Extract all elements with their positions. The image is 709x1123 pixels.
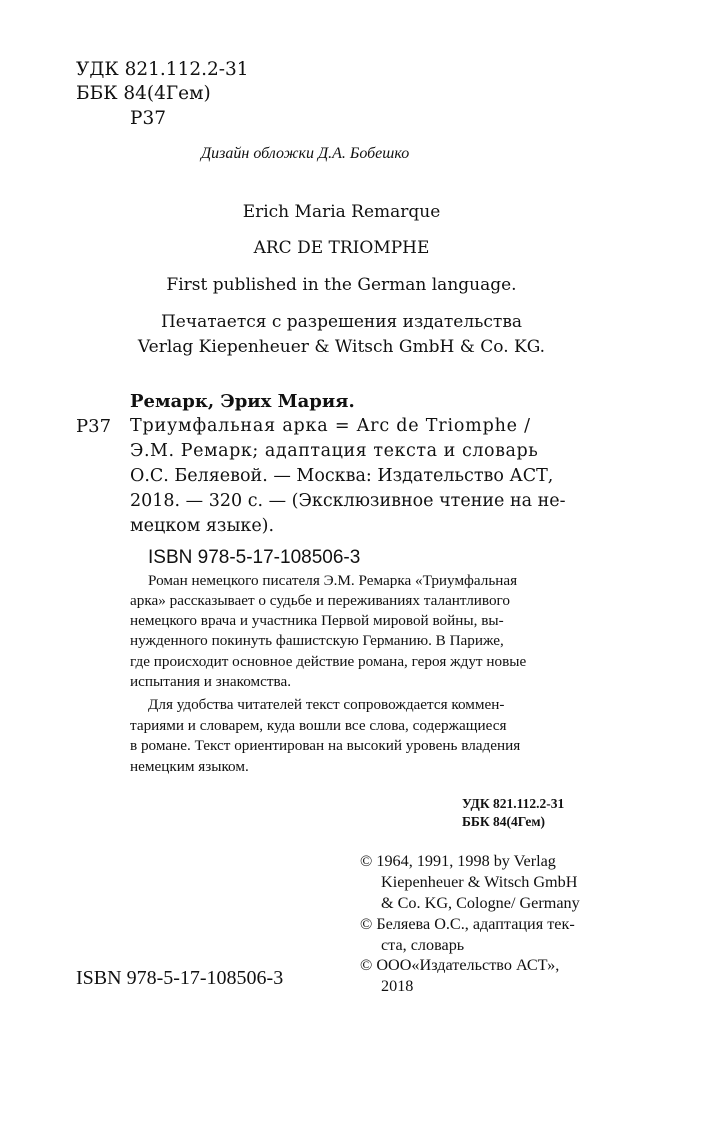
annotation-line: в романе. Текст ориентирован на высокий уровень владения	[130, 737, 521, 754]
annotation-line: Для удобства читателей текст сопровождается коммен-	[148, 696, 505, 713]
annotation-line: испытания и знакомства.	[130, 673, 292, 690]
isbn: ISBN 978-5-17-108506-3	[148, 547, 361, 568]
bbk-code-bottom: ББК 84(4Гем)	[462, 814, 546, 829]
original-author: Erich Maria Remarque	[242, 202, 441, 222]
bib-mark: Р37	[76, 416, 112, 437]
udk-code-bottom: УДК 821.112.2-31	[462, 796, 565, 811]
bib-line: 2018. — 320 с. — (Эксклюзивное чтение на не-	[130, 491, 566, 511]
copyright-line: ста, словарь	[381, 936, 465, 954]
udk-code: УДК 821.112.2-31	[76, 59, 249, 80]
copyright-line: © 1964, 1991, 1998 by Verlag	[360, 852, 556, 870]
annotation-line: арка» рассказывает о судьбе и переживаниях талантливого	[130, 592, 511, 609]
annotation-line: Роман немецкого писателя Э.М. Ремарка «Триумфальная	[148, 572, 518, 589]
annotation-line: где происходит основное действие романа, героя ждут новые	[130, 653, 527, 670]
annotation-line: немецкого врача и участника Первой мировой войны, вы-	[130, 612, 504, 629]
isbn-bottom: ISBN 978-5-17-108506-3	[76, 967, 284, 989]
copyright-line: & Co. KG, Cologne/ Germany	[381, 894, 580, 912]
copyright-line: Kiepenheuer & Witsch GmbH	[381, 873, 578, 891]
permission-line-1: Печатается с разрешения издательства	[160, 312, 523, 332]
copyright-line: 2018	[381, 977, 414, 995]
copyright-line: © Беляева О.С., адаптация тек-	[360, 915, 575, 933]
bib-line: О.С. Беляевой. — Москва: Издательство АСТ,	[130, 466, 554, 486]
annotation-line: нужденного покинуть фашистскую Германию. В Париже,	[130, 632, 504, 649]
first-published-note: First published in the German language.	[166, 275, 517, 295]
bib-line: Триумфальная арка = Arc de Triomphe /	[130, 416, 531, 436]
annotation-line: тариями и словарем, куда вошли все слова, содержащиеся	[130, 717, 507, 734]
bib-heading: Ремарк, Эрих Мария.	[130, 391, 355, 412]
original-title: ARC DE TRIOMPHE	[253, 238, 430, 258]
bbk-code: ББК 84(4Гем)	[76, 83, 211, 104]
annotation-line: немецким языком.	[130, 758, 249, 775]
bib-line: Э.М. Ремарк; адаптация текста и словарь	[130, 441, 539, 461]
copyright-line: © ООО«Издательство АСТ»,	[360, 956, 560, 974]
cover-design-credit: Дизайн обложки Д.А. Бобешко	[201, 145, 410, 162]
permission-line-2: Verlag Kiepenheuer & Witsch GmbH & Co. KG.	[137, 337, 546, 357]
author-mark: Р37	[130, 108, 166, 129]
bib-line: мецком языке).	[130, 516, 275, 536]
